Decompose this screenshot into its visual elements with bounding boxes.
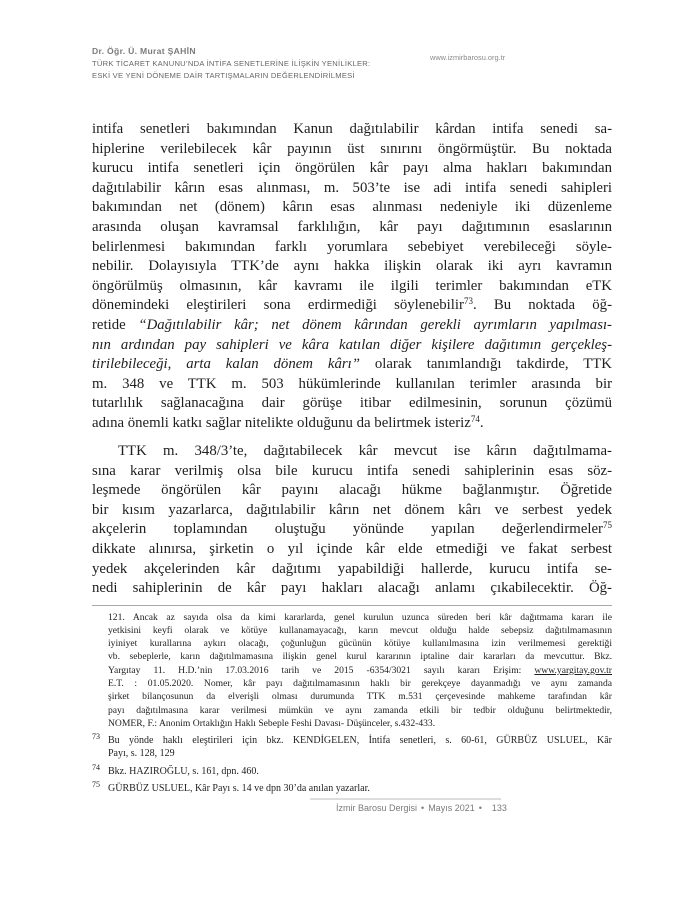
text-run: yedek akçelerinden kâr dağıtımı yapabildiği hallerde, kurucu intifa se- [92, 560, 612, 577]
body-line [92, 579, 612, 599]
page-footer [336, 802, 507, 814]
website-url: www.izmirbarosu.org.tr [430, 53, 506, 62]
footnote-line [108, 677, 612, 690]
footnote-reference: 73 [463, 296, 473, 307]
body-line [92, 179, 612, 199]
footnote-line [108, 624, 612, 637]
text-run: Payı, s. 128, 129 [108, 748, 175, 760]
footnote [92, 762, 612, 778]
journal-name: İzmir Barosu Dergisi [336, 803, 418, 813]
text-run: kurucu intifa senetleri için öngörülen kâr payı alma hakları bakımından [92, 160, 612, 177]
italic-text-run: “Dağıtılabilir kâr; net dönem kârından gerekli ayrımların yapılması- [138, 316, 612, 333]
body-line [92, 257, 612, 277]
text-run: . [479, 414, 484, 431]
body-line [92, 218, 612, 238]
footnote-separator [92, 605, 612, 606]
text-run: nebilir. Dolayısıyla TTK’de aynı hakka ilişkin olarak iki ayrı kavramın [92, 258, 612, 275]
text-run: . Bu noktada öğ- [472, 297, 612, 314]
text-run: iyiniyet kurallarına aykırı olacağı, çoğunluğun gücünün kötüye kullanılmasına izin verilmemesi gerektiği [108, 638, 612, 650]
body-line [92, 336, 612, 356]
author-name: Dr. Öğr. Ü. Murat ŞAHİN [92, 46, 196, 56]
article-title-line: ESKİ VE YENİ DÖNEME DAİR TARTIŞMALARIN DEĞERLENDİRİLMESİ [92, 71, 355, 80]
body-paragraph [92, 120, 612, 434]
text-run: hiplerine verilebilecek kâr payının üst sınırını öngörmüştür. Bu noktada [92, 140, 612, 157]
footnote-line [108, 690, 612, 703]
footnote-number: 74 [92, 762, 100, 772]
text-run: Yargıtay 11. H.D.’nin 17.03.2016 tarih ve 2015 -6354/3021 sayılı kararı Erişim: [108, 664, 535, 676]
text-run: NOMER, F.: Anonim Ortaklığın Haklı Sebeple Feshi Davası- Düşünceler, s.432-433. [108, 717, 436, 729]
separator-bullet: • [421, 803, 425, 813]
text-run: tutarlılık sağlanacağına dair görüşe itibar edilmesinin, sorunun çözümü [92, 395, 612, 412]
footnote-text [108, 765, 612, 778]
body-line [92, 414, 612, 434]
text-run: yetkisini keyfi olarak ve kötüye kullanamayacağı, karın mevcut olduğu halde sebepsiz dağıtılmamasının [108, 624, 612, 636]
body-line [92, 520, 612, 540]
footnote-continuation [108, 611, 612, 731]
issue-date: Mayıs 2021 [428, 803, 475, 813]
page-number: 133 [491, 803, 507, 813]
text-run: şirket bilançosunun da elverişli olması durumunda TTK m.531 çerçevesinde mahkeme tarafından kâr [108, 691, 612, 703]
body-line [92, 560, 612, 580]
text-run: vb. sebeplerle, karın dağıtılmamasına ilişkin genel kurul kararının iptaline dair kararları da mevcuttur. Bkz. [108, 651, 612, 663]
footnote-line [108, 747, 612, 760]
footnote-line [108, 717, 612, 730]
text-run: m. 348 ve TTK m. 503 hükümlerinde kullanılan terimler arasında bir [92, 375, 612, 392]
body-line [92, 501, 612, 521]
web-link[interactable]: www.yargitay.gov.tr [534, 664, 612, 676]
footnote-line [108, 664, 612, 677]
text-run: arasında oluşan kavramsal farklılığın, kâr payı dağıtımının esaslarının [92, 218, 612, 235]
text-run: nedi sahiplerinin de kâr payı hakları alacağı anlamı çıkabilecektir. Öğ- [92, 580, 612, 597]
text-run: intifa senetleri bakımından Kanun dağıtılabilir kârdan intifa senedi sa- [92, 121, 612, 137]
body-line [92, 238, 612, 258]
footnote-line [108, 734, 612, 747]
text-run: dikkate alınırsa, şirketin o yıl içinde kâr elde etmediği ve fakat serbest [92, 540, 612, 557]
text-run: bir kısım yazarlarca, dağıtılabilir kârın net dönem kârı ve serbest yedek [92, 501, 612, 518]
footnote-list [92, 734, 612, 796]
text-run: adına önemli katkı sağlar nitelikte olduğunu da belirtmek isteriz [92, 414, 471, 431]
text-run: dönemindeki eleştirileri sona erdirmediği söylenebilir [92, 297, 464, 314]
text-run: sına karar verilmiş olsa bile kurucu intifa senedi sahiplerinin esas söz- [92, 462, 612, 479]
text-run: Bu yönde haklı eleştirileri için bkz. KENDİGELEN, İntifa senetleri, s. 60-61, GÜRBÜZ USLUEL, Kâr [108, 735, 612, 746]
text-run: dağıtılabilir kârın esas alınması, m. 503’te ise adi intifa senedi sahipleri [92, 179, 612, 196]
text-run: retide [92, 316, 139, 333]
text-run: Bkz. HAZIROĞLU, s. 161, dpn. 460. [108, 765, 259, 777]
footnote-reference: 75 [603, 520, 612, 531]
body-line [92, 394, 612, 414]
text-run: payı dağıtılmasına karar verilmesi mümkün ve aynı zamanda etkili bir tedbir olduğunu belirtmektedir, [108, 704, 612, 716]
footnote-reference: 74 [470, 413, 480, 424]
page-header [92, 46, 532, 86]
body-line [92, 198, 612, 218]
text-run: belirlenmesi bakımından farklı yorumlara sebebiyet verebileceği söyle- [92, 238, 612, 255]
text-run: E.T. : 01.05.2020. Nomer, kâr payı dağıtılmamasının haklı bir gerekçeye dayanmadığı ve aynı zamanda [108, 677, 612, 689]
body-paragraph [92, 442, 612, 599]
body-line [92, 296, 612, 316]
separator-bullet: • [478, 803, 482, 813]
body-line [92, 140, 612, 160]
body-line [92, 355, 612, 375]
footnote-line [108, 637, 612, 650]
footnote-number: 75 [92, 780, 100, 790]
body-line [92, 159, 612, 179]
text-run: TTK m. 348/3’te, dağıtabilecek kâr mevcut ise kârın dağıtılmama- [118, 443, 612, 459]
footnote-number: 73 [92, 732, 100, 741]
text-run: olarak tanımlandığı takdirde, TTK [359, 356, 612, 373]
text-run: bakımından net (dönem) kârın esas alınması nedeniyle iki düzenleme [92, 199, 612, 216]
body-line [92, 375, 612, 395]
footnote-line [108, 765, 612, 778]
text-run: 121. Ancak az sayıda olsa da kimi kararlarda, genel kurulun uzunca süreden beri kâr dağıtmama kararı ile [108, 611, 612, 623]
body-line [92, 277, 612, 297]
body-line [92, 120, 612, 140]
text-run: akçelerin toplamından oluştuğu yönünde yapılan değerlendirmeler [92, 521, 603, 538]
footnote-text [108, 734, 612, 761]
footnote [92, 734, 612, 761]
body-line [92, 540, 612, 560]
text-run: leşmede öngörülen kâr payını alacağı hükme bağlanmıştır. Öğretide [92, 482, 612, 499]
italic-text-run: tirilebileceği, arta kalan dönem kârı” [92, 356, 360, 373]
text-run: öngörülmüş olmasının, kâr kavramı ile ilgili terimler bakımından eTK [92, 277, 612, 294]
footnote-line [108, 650, 612, 663]
footnote-line [108, 611, 612, 624]
footnote-line [108, 704, 612, 717]
body-line [92, 462, 612, 482]
body-line [92, 481, 612, 501]
text-run: GÜRBÜZ USLUEL, Kâr Payı s. 14 ve dpn 30’da anılan yazarlar. [108, 783, 370, 795]
italic-text-run: nın ardından pay sahipleri ve kâra katılan diğer kişilere dağıtımın gerçekleş- [92, 336, 612, 353]
body-line [92, 316, 612, 336]
body-line [92, 442, 612, 462]
article-title-line: TÜRK TİCARET KANUNU’NDA İNTİFA SENETLERİNE İLİŞKİN YENİLİKLER: [92, 59, 371, 68]
